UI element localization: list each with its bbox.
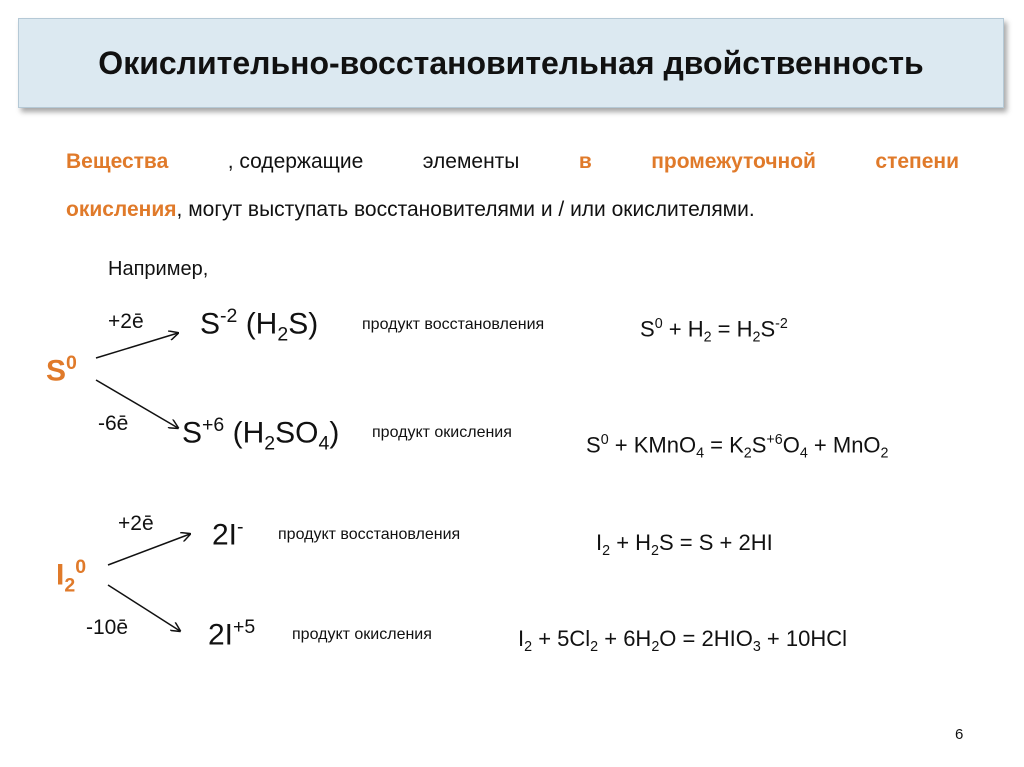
iodine-reduction-equation: $I_2 + H_2S = S + 2HI$ (596, 530, 773, 559)
iodine-element: $I_2^0$ (56, 556, 87, 597)
example-label: Например, (108, 258, 209, 280)
intro-word: элементы (422, 150, 520, 173)
sulfur-oxidation-label: продукт окисления (372, 424, 512, 441)
slide-title: Окислительно-восстановительная двойственность (98, 44, 924, 81)
sulfur-element: $S^0$ (46, 352, 77, 388)
intro-word: Вещества (66, 150, 169, 173)
arrow-i-reduction (108, 534, 190, 565)
iodine-reduction-label: продукт восстановления (278, 526, 461, 543)
intro-word: промежуточной (651, 150, 816, 173)
iodine-reduction-electrons: +2ē (118, 512, 154, 535)
intro-word: степени (875, 150, 959, 173)
iodine-oxidation-electrons: -10ē (86, 616, 129, 639)
page-number: 6 (955, 726, 964, 743)
intro-rest: , могут выступать восстановителями и / или окислителями. (176, 198, 755, 221)
intro-word: , содержащие (227, 150, 364, 173)
sulfur-reduction-electrons: +2ē (108, 310, 144, 333)
intro-word: в (578, 150, 592, 173)
iodine-reduction-product: 2I- (212, 516, 244, 552)
iodine-oxidation-label: продукт окисления (292, 626, 432, 643)
sulfur-oxidation-product: $S^{+6}$ $(H_2SO_4)$ (182, 414, 340, 455)
sulfur-oxidation-electrons: -6ē (98, 412, 129, 435)
iodine-oxidation-product: $2I^{+5}$ (208, 616, 256, 652)
arrow-s-reduction (96, 333, 178, 358)
sulfur-reduction-equation: $S^0 + H_2 = H_2S^{-2}$ (640, 316, 788, 346)
sulfur-reduction-product: $S^{-2}$ $(H_2S)$ (200, 305, 319, 346)
sulfur-reduction-label: продукт восстановления (362, 316, 545, 333)
iodine-oxidation-equation: $I_2 + 5Cl_2 + 6H_2O = 2HIO_3 + 10HCl$ (518, 626, 847, 655)
sulfur-oxidation-equation: $S^0$ + KMnO$_4$ = $K_2S^{+6}O_4 + MnO_2$ (586, 432, 889, 462)
intro-highlight: окисления (66, 198, 177, 221)
